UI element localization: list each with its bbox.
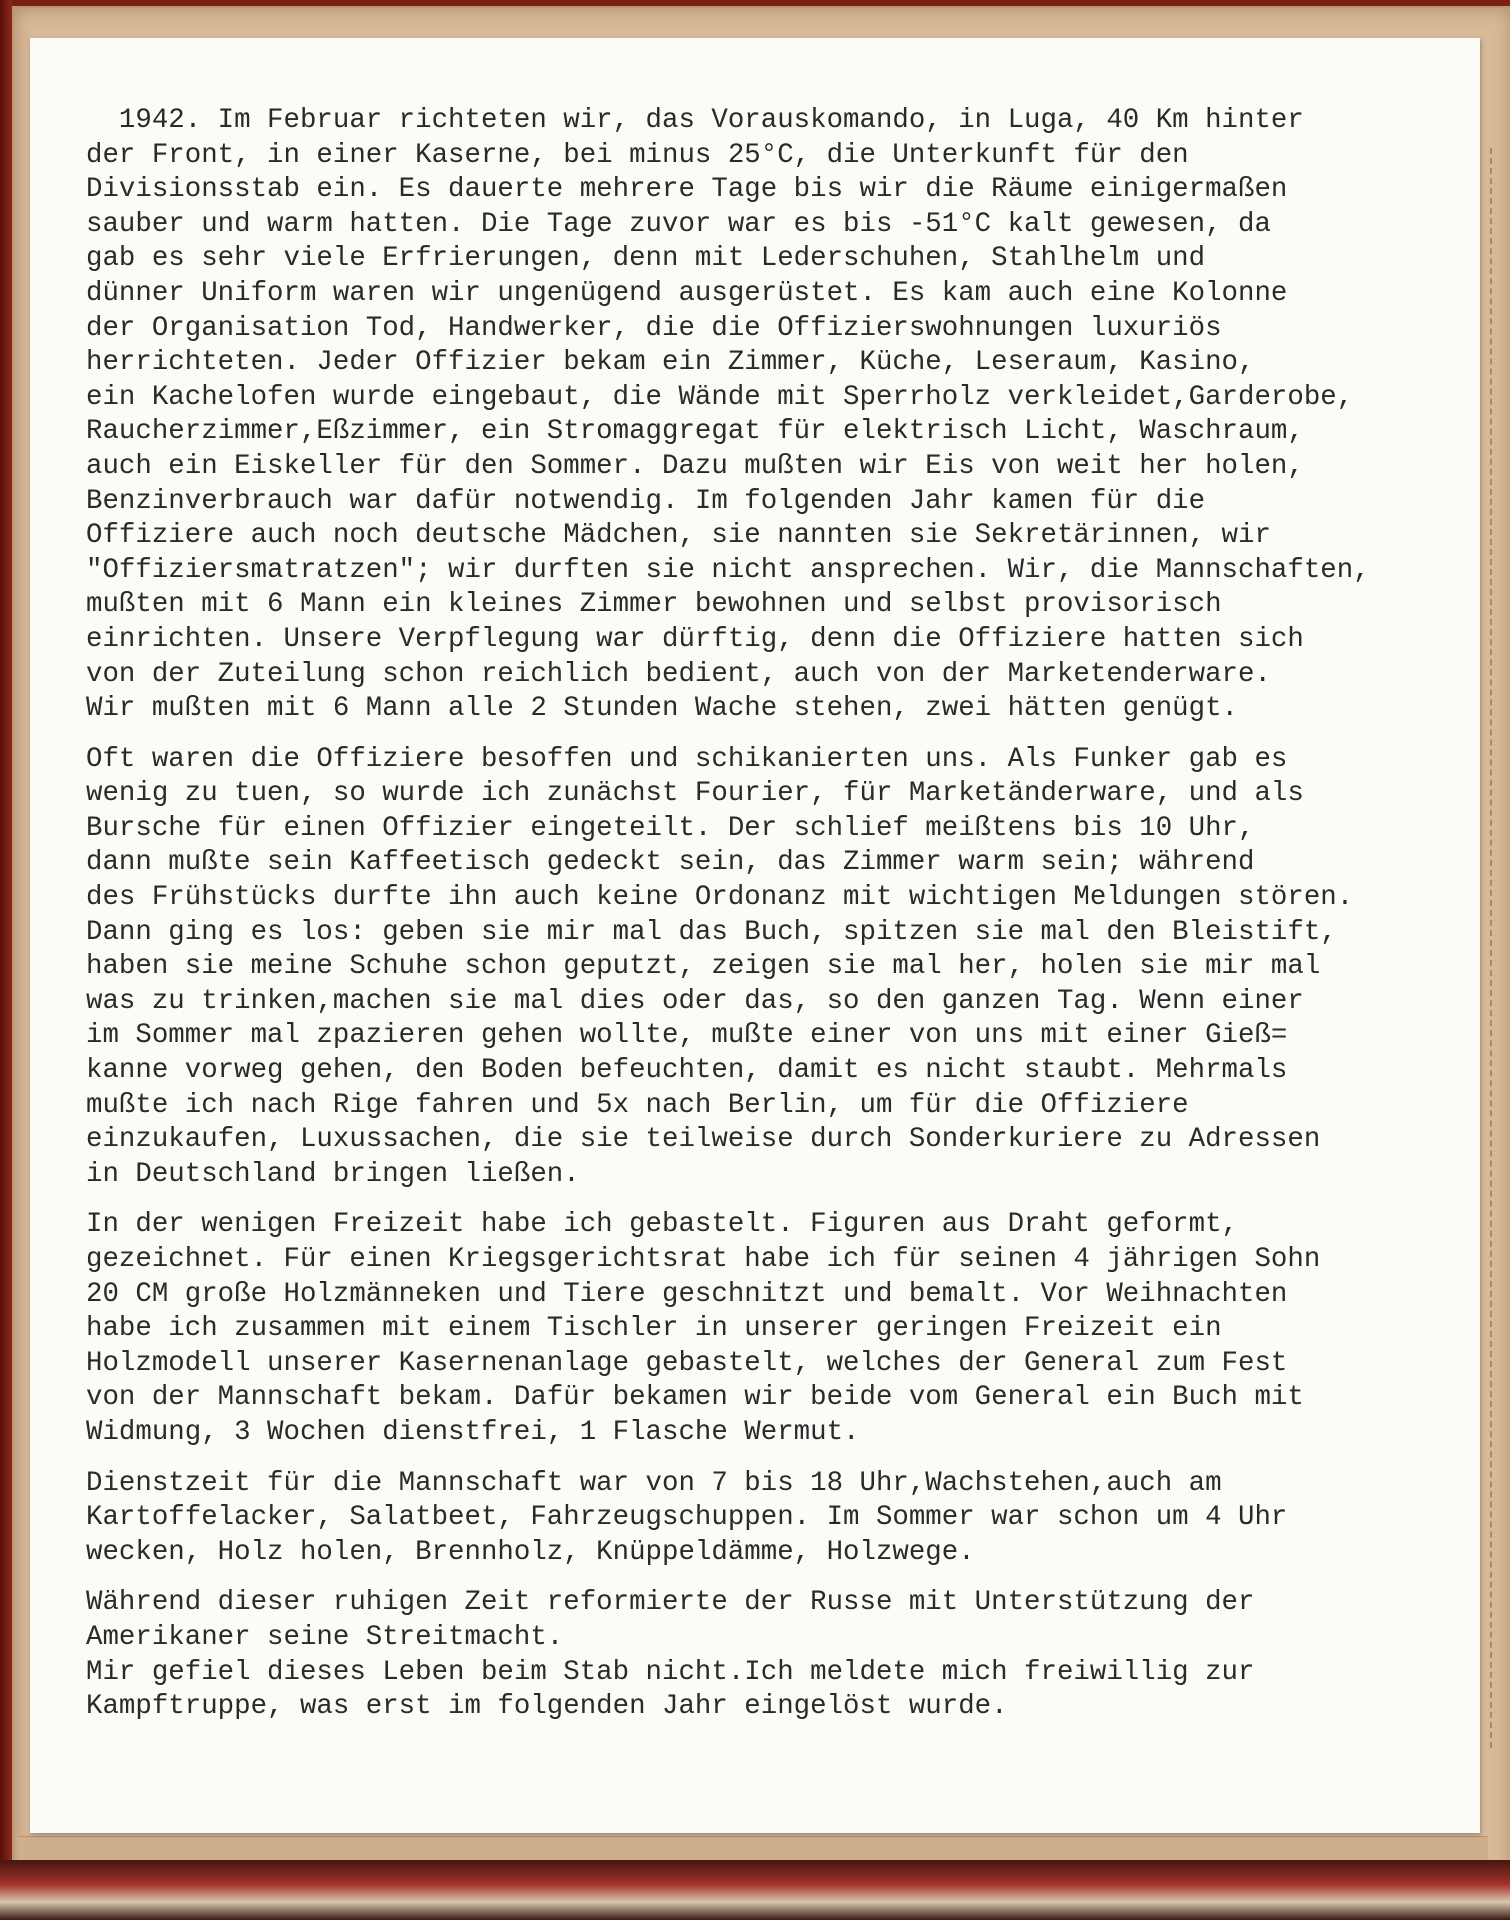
text-line: haben sie meine Schuhe schon geputzt, zeigen sie mal her, holen sie mir mal: [86, 951, 1321, 983]
text-line: mußten mit 6 Mann ein kleines Zimmer bewohnen und selbst provisorisch: [86, 589, 1222, 621]
text-line: Kampftruppe, was erst im folgenden Jahr eingelöst wurde.: [86, 1691, 1008, 1723]
paragraph: [86, 743, 1456, 1193]
text-line: der Organisation Tod, Handwerker, die die Offizierswohnungen luxuriös: [86, 312, 1222, 344]
text-line: Raucherzimmer,Eßzimmer, ein Stromaggregat für elektrisch Licht, Waschraum,: [86, 416, 1304, 448]
text-line: des Frühstücks durfte ihn auch keine Ordonanz mit wichtigen Meldungen stören.: [86, 882, 1354, 914]
text-line: einrichten. Unsere Verpflegung war dürftig, denn die Offiziere hatten sich: [86, 623, 1304, 655]
text-line: herrichteten. Jeder Offizier bekam ein Zimmer, Küche, Leseraum, Kasino,: [86, 347, 1255, 379]
text-line: von der Mannschaft bekam. Dafür bekamen wir beide vom General ein Buch mit: [86, 1382, 1304, 1414]
text-line: Kartoffelacker, Salatbeet, Fahrzeugschuppen. Im Sommer war schon um 4 Uhr: [86, 1502, 1288, 1534]
text-line: dünner Uniform waren wir ungenügend ausgerüstet. Es kam auch eine Kolonne: [86, 277, 1288, 309]
text-line: einzukaufen, Luxussachen, die sie teilweise durch Sonderkuriere zu Adressen: [86, 1124, 1321, 1156]
text-line: Mir gefiel dieses Leben beim Stab nicht.Ich meldete mich freiwillig zur: [86, 1656, 1255, 1688]
paragraph: [86, 104, 1456, 727]
text-line: Amerikaner seine Streitmacht.: [86, 1621, 564, 1653]
text-line: Wir mußten mit 6 Mann alle 2 Stunden Wache stehen, zwei hätten genügt.: [86, 693, 1238, 725]
text-line: Holzmodell unserer Kasernenanlage gebastelt, welches der General zum Fest: [86, 1347, 1288, 1379]
paragraph: [86, 1467, 1456, 1571]
text-line: Während dieser ruhigen Zeit reformierte der Russe mit Unterstützung der: [86, 1587, 1255, 1619]
text-line: wenig zu tuen, so wurde ich zunächst Fourier, für Marketänderware, und als: [86, 778, 1304, 810]
text-line: dann mußte sein Kaffeetisch gedeckt sein, das Zimmer warm sein; während: [86, 847, 1255, 879]
text-line: in Deutschland bringen ließen.: [86, 1158, 580, 1190]
text-line: Dienstzeit für die Mannschaft war von 7 bis 18 Uhr,Wachstehen,auch am: [86, 1467, 1222, 1499]
text-line: "Offiziersmatratzen"; wir durften sie nicht ansprechen. Wir, die Mannschaften,: [86, 554, 1370, 586]
text-line: wecken, Holz holen, Brennholz, Knüppeldämme, Holzwege.: [86, 1536, 975, 1568]
text-line: mußte ich nach Rige fahren und 5x nach Berlin, um für die Offiziere: [86, 1089, 1189, 1121]
binding-stitches: [1490, 148, 1502, 1748]
text-line: habe ich zusammen mit einem Tischler in unserer geringen Freizeit ein: [86, 1313, 1222, 1345]
text-line: Oft waren die Offiziere besoffen und schikanierten uns. Als Funker gab es: [86, 743, 1288, 775]
text-line: ein Kachelofen wurde eingebaut, die Wände mit Sperrholz verkleidet,Garderobe,: [86, 381, 1354, 413]
text-line: Benzinverbrauch war dafür notwendig. Im folgenden Jahr kamen für die: [86, 485, 1206, 517]
text-line: In der wenigen Freizeit habe ich gebastelt. Figuren aus Draht geformt,: [86, 1209, 1238, 1241]
text-line: auch ein Eiskeller für den Sommer. Dazu mußten wir Eis von weit her holen,: [86, 450, 1304, 482]
text-line: Dann ging es los: geben sie mir mal das Buch, spitzen sie mal den Bleistift,: [86, 916, 1337, 948]
text-line: 20 CM große Holzmänneken und Tiere geschnitzt und bemalt. Vor Weihnachten: [86, 1278, 1288, 1310]
text-line: sauber und warm hatten. Die Tage zuvor war es bis -51°C kalt gewesen, da: [86, 208, 1271, 240]
text-line: Offiziere auch noch deutsche Mädchen, sie nannten sie Sekretärinnen, wir: [86, 520, 1271, 552]
paragraph: [86, 1586, 1456, 1724]
text-line: gab es sehr viele Erfrierungen, denn mit Lederschuhen, Stahlhelm und: [86, 243, 1206, 275]
typed-page: [30, 38, 1480, 1833]
album-spine: [0, 0, 12, 1920]
text-line: im Sommer mal zpazieren gehen wollte, mußte einer von uns mit einer Gieß=: [86, 1020, 1288, 1052]
text-line: gezeichnet. Für einen Kriegsgerichtsrat habe ich für seinen 4 jährigen Sohn: [86, 1244, 1321, 1275]
text-line: von der Zuteilung schon reichlich bedient, auch von der Marketenderware.: [86, 658, 1271, 690]
typed-text-body: [86, 104, 1456, 1741]
text-line: Widmung, 3 Wochen dienstfrei, 1 Flasche Wermut.: [86, 1416, 860, 1448]
text-line: was zu trinken,machen sie mal dies oder das, so den ganzen Tag. Wenn einer: [86, 985, 1304, 1017]
text-line: der Front, in einer Kaserne, bei minus 25°C, die Unterkunft für den: [86, 139, 1189, 171]
paragraph: [86, 1208, 1456, 1450]
text-line: Bursche für einen Offizier eingeteilt. Der schlief meißtens bis 10 Uhr,: [86, 812, 1255, 844]
text-line: Divisionsstab ein. Es dauerte mehrere Tage bis wir die Räume einigermaßen: [86, 174, 1288, 206]
text-line: kanne vorweg gehen, den Boden befeuchten, damit es nicht staubt. Mehrmals: [86, 1055, 1288, 1087]
text-line: 1942. Im Februar richteten wir, das Vorauskomando, in Luga, 40 Km hinter: [86, 105, 1304, 136]
album-bottom-edge: [0, 1860, 1510, 1920]
